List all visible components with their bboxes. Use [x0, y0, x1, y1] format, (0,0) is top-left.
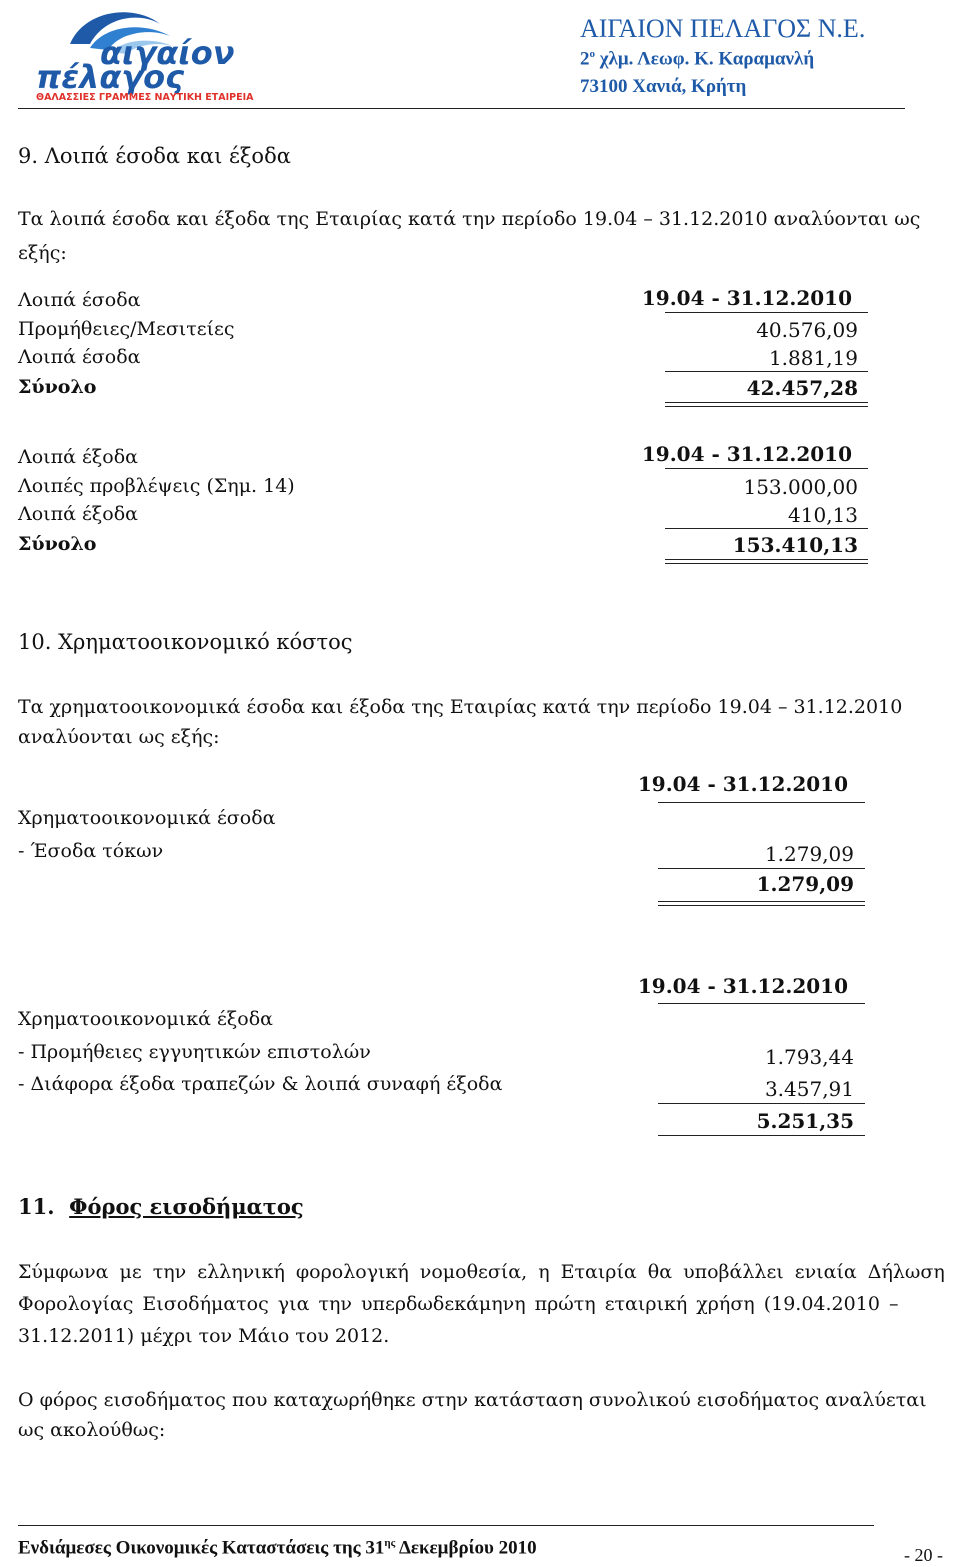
- expense-total-label: Σύνολο: [18, 533, 97, 555]
- section9-intro-line1: Τα λοιπά έσοδα και έξοδα της Εταιρίας κατά την περίοδο 19.04 – 31.12.2010 αναλύονται ως: [18, 208, 921, 230]
- rule: [658, 1003, 865, 1004]
- rule: [665, 528, 868, 529]
- section11-number: 11.: [18, 1194, 55, 1219]
- income-total-value: 42.457,28: [746, 376, 858, 400]
- section11-para1-line1: Σύμφωνα με την ελληνική φορολογική νομοθεσία, η Εταιρία θα υποβάλλει ενιαία Δήλωση: [18, 1261, 945, 1283]
- footer-divider: [18, 1525, 874, 1526]
- fin-expense-row-value: 1.793,44: [764, 1045, 854, 1069]
- other-expenses-period: 19.04 - 31.12.2010: [641, 442, 852, 466]
- rule: [658, 802, 865, 803]
- company-logo: [30, 4, 300, 104]
- section11-title-text: Φόρος εισοδήματος: [69, 1194, 304, 1219]
- double-rule: [665, 402, 868, 407]
- section10-intro-line1: Τα χρηματοοικονομικά έσοδα και έξοδα της Εταιρίας κατά την περίοδο 19.04 – 31.12.2010: [18, 696, 903, 718]
- fin-expenses-heading: Χρηματοοικονομικά έξοδα: [18, 1008, 273, 1030]
- section11-title: [18, 1194, 304, 1219]
- section9-intro-line2: εξής:: [18, 242, 67, 264]
- section11-para1-line2: Φορολογίας Εισοδήματος για την υπερδωδεκάμηνη πρώτη εταιρική χρήση (19.04.2010 –: [18, 1293, 899, 1315]
- other-expenses-heading: Λοιπά έξοδα: [18, 446, 138, 468]
- section11-para1-line3: 31.12.2011) μέχρι τον Μάιο του 2012.: [18, 1325, 390, 1347]
- double-rule: [658, 901, 865, 906]
- rule: [665, 371, 868, 372]
- fin-expenses-period: 19.04 - 31.12.2010: [637, 974, 848, 998]
- fin-income-heading: Χρηματοοικονομικά έσοδα: [18, 807, 276, 829]
- double-rule: [665, 559, 868, 564]
- income-row-value: 40.576,09: [756, 318, 858, 342]
- company-city: 73100 Χανιά, Κρήτη: [580, 76, 747, 97]
- fin-expenses-total: 5.251,35: [756, 1109, 854, 1133]
- fin-income-row-label: - Έσοδα τόκων: [18, 840, 164, 862]
- income-total-label: Σύνολο: [18, 376, 97, 398]
- fin-expense-row-label: - Διάφορα έξοδα τραπεζών & λοιπά συναφή έξοδα: [18, 1073, 503, 1095]
- section9-title: 9. Λοιπά έσοδα και έξοδα: [18, 144, 291, 168]
- rule: [665, 468, 868, 469]
- expense-row-label: Λοιπά έξοδα: [18, 503, 138, 525]
- logo-name-line1: αιγαίον: [100, 34, 235, 72]
- page-number: - 20 -: [904, 1545, 943, 1565]
- logo-name-line2: πέλαγος: [36, 58, 185, 96]
- fin-income-total: 1.279,09: [756, 872, 854, 896]
- footer-title-sup: ης: [384, 1537, 396, 1549]
- address-superscript: ο: [589, 48, 595, 60]
- income-row-label: Προμήθειες/Μεσιτείες: [18, 318, 235, 340]
- logo-tagline: ΘΑΛΑΣΣΙΕΣ ΓΡΑΜΜΕΣ ΝΑΥΤΙΚΗ ΕΤΑΙΡΕΙΑ: [36, 92, 254, 103]
- fin-income-period: 19.04 - 31.12.2010: [637, 772, 848, 796]
- other-income-heading: Λοιπά έσοδα: [18, 289, 141, 311]
- rule: [665, 312, 868, 313]
- other-income-period: 19.04 - 31.12.2010: [641, 286, 852, 310]
- company-name: ΑΙΓΑΙΟΝ ΠΕΛΑΓΟΣ Ν.Ε.: [580, 14, 866, 43]
- footer-title-post: Δεκεμβρίου 2010: [395, 1537, 537, 1559]
- address-street: χλμ. Λεωφ. Κ. Καραμανλή: [595, 48, 815, 70]
- address-number: 2: [580, 48, 590, 70]
- header-divider: [18, 108, 905, 109]
- section11-para2-line2: ως ακολούθως:: [18, 1419, 166, 1441]
- rule: [658, 1103, 865, 1104]
- expense-row-value: 410,13: [788, 503, 858, 527]
- expense-row-value: 153.000,00: [743, 475, 858, 499]
- rule: [658, 868, 865, 869]
- section10-title: 10. Χρηματοοικονομικό κόστος: [18, 630, 353, 654]
- expense-row-label: Λοιπές προβλέψεις (Σημ. 14): [18, 475, 295, 497]
- section10-intro-line2: αναλύονται ως εξής:: [18, 726, 220, 748]
- rule: [658, 1135, 865, 1136]
- company-address: [580, 48, 814, 70]
- income-row-value: 1.881,19: [768, 346, 858, 370]
- fin-expense-row-label: - Προμήθειες εγγυητικών επιστολών: [18, 1041, 371, 1063]
- fin-income-row-value: 1.279,09: [764, 842, 854, 866]
- section11-para2-line1: Ο φόρος εισοδήματος που καταχωρήθηκε στην κατάσταση συνολικού εισοδήματος αναλύεται: [18, 1389, 927, 1411]
- income-row-label: Λοιπά έσοδα: [18, 346, 141, 368]
- footer-title-pre: Ενδιάμεσες Οικονομικές Καταστάσεις της 31: [18, 1537, 385, 1559]
- fin-expense-row-value: 3.457,91: [764, 1077, 854, 1101]
- footer-title: [18, 1537, 537, 1559]
- expense-total-value: 153.410,13: [732, 533, 858, 557]
